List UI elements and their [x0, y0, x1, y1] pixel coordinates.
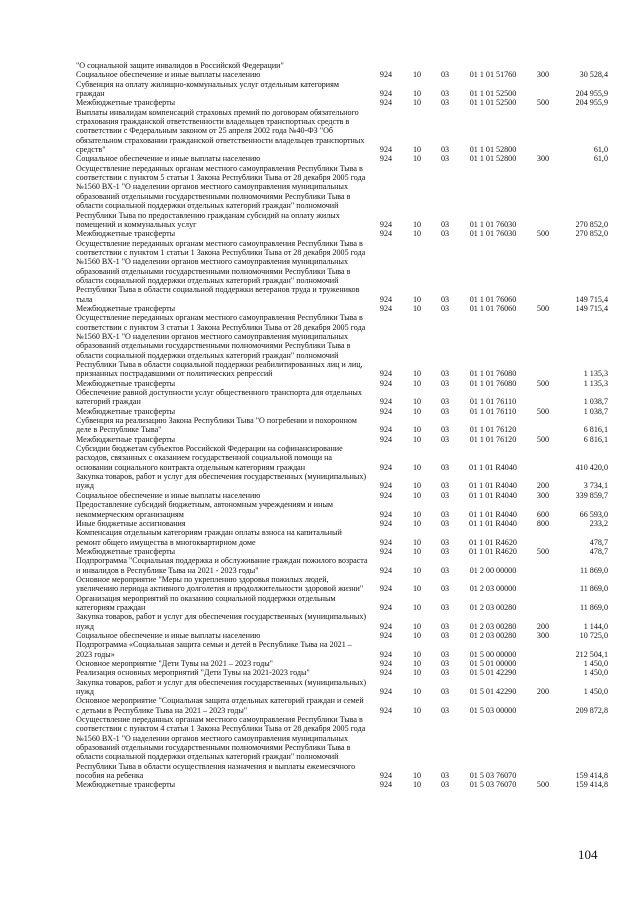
section-code: 10	[412, 771, 422, 781]
target-article-code: 01 1 01 76060	[469, 303, 517, 313]
expense-type-code: 800	[536, 518, 550, 528]
target-article-code: 01 1 01 76030	[469, 219, 517, 229]
expense-type-code	[526, 668, 560, 677]
amount: 209 872,8	[575, 705, 608, 715]
row-description: Закупка товаров, работ и услуг для обеспечения государственных (муниципальных) нужд	[76, 677, 367, 697]
row-description: Выплаты инвалидам компенсаций страховых премий по договорам обязательного страхования гражданской ответственности владельцев транспортных средств в соответствии с Федеральным законом от 25 апреля 2002 года №40-ФЗ "Об обязательном страховании гражданской ответственности владельцев транспортных средств"	[76, 107, 365, 155]
subsection-code: 03	[440, 490, 450, 500]
expense-type-code	[526, 388, 560, 407]
target-article-code: 01 5 03 00000	[469, 705, 517, 715]
expense-type-code: 300	[536, 70, 550, 80]
table-row	[76, 594, 608, 613]
table-row	[76, 444, 608, 472]
section-code: 10	[412, 294, 422, 304]
section-code: 10	[412, 145, 422, 155]
table-row	[76, 659, 608, 668]
section-code	[404, 61, 430, 70]
subsection-code: 03	[440, 518, 450, 528]
expense-type-code: 500	[536, 303, 550, 313]
ministry-code: 924	[379, 425, 393, 435]
section-code: 10	[412, 659, 422, 668]
subsection-code: 03	[440, 780, 450, 790]
ministry-code: 924	[379, 481, 393, 491]
ministry-code: 924	[379, 518, 393, 528]
ministry-code: 924	[379, 668, 393, 678]
ministry-code: 924	[379, 705, 393, 715]
table-row	[76, 519, 608, 528]
subsection-code: 03	[440, 546, 450, 556]
table-row	[76, 164, 608, 229]
amount: 1 450,0	[583, 687, 608, 697]
table-row	[76, 556, 608, 575]
row-description: Социальное обеспечение и иные выплаты населению	[76, 630, 261, 640]
section-code: 10	[412, 630, 422, 640]
ministry-code: 924	[379, 154, 393, 164]
ministry-code: 924	[379, 509, 393, 519]
section-code: 10	[412, 219, 422, 229]
row-description: Осуществление переданных органам местного самоуправления Республики Тыва в соответствии с пунктом 4 статьи 1 Закона Республики Тыва от 28 декабря 2005 года №1560 ВХ-1 "О наделении органов местного самоуправления муниципальных образований отдельными государственными полномочиями Республики Тыва в области социальной поддержки отдельных категорий граждан" полномочий Республики Тыва в области осуществления назначения и выплаты ежемесячного пособия на ребенка	[76, 715, 366, 781]
expense-type-code: 500	[536, 434, 550, 444]
target-article-code: 01 5 01 42290	[469, 668, 517, 678]
expense-type-code	[526, 164, 560, 229]
expense-type-code	[526, 715, 560, 780]
target-article-code: 01 1 01 76030	[469, 229, 517, 239]
expense-type-code	[526, 528, 560, 547]
amount: 3 734,1	[583, 481, 608, 491]
ministry-code: 924	[379, 462, 393, 472]
ministry-code: 924	[379, 649, 393, 659]
section-code: 10	[412, 406, 422, 416]
ministry-code: 924	[379, 621, 393, 631]
section-code: 10	[412, 397, 422, 407]
section-code: 10	[412, 687, 422, 697]
row-description: Социальное обеспечение и иные выплаты населению	[76, 154, 261, 164]
expense-type-code: 500	[536, 229, 550, 239]
amount: 212 504,1	[575, 649, 608, 659]
table-row	[76, 229, 608, 238]
amount: 270 852,0	[575, 229, 608, 239]
expense-type-code: 500	[536, 406, 550, 416]
amount: 1 038,7	[583, 397, 608, 407]
target-article-code: 01 2 03 00280	[469, 630, 517, 640]
target-article-code: 01 2 00 00000	[469, 565, 517, 575]
ministry-code: 924	[379, 397, 393, 407]
target-article-code: 01 1 01 R4620	[469, 537, 517, 547]
section-code: 10	[412, 537, 422, 547]
subsection-code: 03	[440, 378, 450, 388]
section-code: 10	[412, 518, 422, 528]
subsection-code: 03	[440, 687, 450, 697]
ministry-code: 924	[379, 780, 393, 790]
subsection-code: 03	[440, 89, 450, 99]
target-article-code: 01 1 01 52500	[469, 89, 517, 99]
amount: 204 955,9	[575, 89, 608, 99]
subsection-code: 03	[440, 369, 450, 379]
target-article-code: 01 1 01 R4040	[469, 518, 517, 528]
table-row	[76, 491, 608, 500]
amount: 1 450,0	[583, 659, 608, 668]
expense-type-code	[526, 556, 560, 575]
expense-type-code	[526, 594, 560, 613]
row-description: Межбюджетные трансферты	[76, 406, 176, 416]
ministry-code: 924	[379, 70, 393, 80]
row-description: "О социальной защите инвалидов в Российской Федерации"	[76, 61, 284, 70]
target-article-code: 01 1 01 76080	[469, 378, 517, 388]
section-code: 10	[412, 546, 422, 556]
table-row	[76, 575, 608, 594]
section-code: 10	[412, 705, 422, 715]
section-code: 10	[412, 481, 422, 491]
row-description: Основное мероприятие "Социальная защита отдельных категорий граждан и семей с детьми в Республике Тыва на 2021 – 2023 годы"	[76, 696, 364, 715]
ministry-code: 924	[379, 406, 393, 416]
target-article-code: 01 1 01 76120	[469, 434, 517, 444]
row-description: Межбюджетные трансферты	[76, 303, 176, 313]
expense-type-code	[526, 239, 560, 304]
amount: 478,7	[589, 546, 608, 556]
target-article-code: 01 1 01 76120	[469, 425, 517, 435]
table-row	[76, 416, 608, 435]
subsection-code: 03	[440, 771, 450, 781]
subsection-code: 03	[440, 145, 450, 155]
subsection-code: 03	[440, 406, 450, 416]
section-code: 10	[412, 303, 422, 313]
ministry-code: 924	[379, 630, 393, 640]
table-row	[76, 780, 608, 789]
target-article-code: 01 1 01 51760	[469, 70, 517, 80]
subsection-code: 03	[440, 462, 450, 472]
amount: 1 135,3	[583, 369, 608, 379]
table-row	[76, 154, 608, 163]
target-article-code	[460, 61, 526, 70]
table-row	[76, 631, 608, 640]
expense-type-code: 200	[536, 481, 550, 491]
table-row	[76, 313, 608, 378]
subsection-code: 03	[440, 630, 450, 640]
section-code: 10	[412, 509, 422, 519]
budget-table	[76, 61, 608, 790]
expense-type-code: 200	[536, 687, 550, 697]
ministry-code: 924	[379, 219, 393, 229]
subsection-code	[430, 61, 460, 70]
row-description: Межбюджетные трансферты	[76, 780, 176, 790]
table-row	[76, 80, 608, 99]
subsection-code: 03	[440, 659, 450, 668]
target-article-code: 01 1 01 R4040	[469, 462, 517, 472]
row-description: Субвенция на оплату жилищно-коммунальных услуг отдельным категориям граждан	[76, 79, 339, 99]
section-code: 10	[412, 369, 422, 379]
subsection-code: 03	[440, 219, 450, 229]
expense-type-code	[526, 575, 560, 594]
expense-type-code	[526, 108, 560, 155]
target-article-code: 01 1 01 R4620	[469, 546, 517, 556]
amount: 6 816,1	[583, 425, 608, 435]
target-article-code: 01 2 03 00000	[469, 584, 517, 594]
section-code: 10	[412, 98, 422, 108]
amount: 66 593,0	[579, 509, 608, 519]
ministry-code: 924	[379, 771, 393, 781]
expense-type-code	[526, 659, 560, 668]
section-code: 10	[412, 229, 422, 239]
section-code: 10	[412, 378, 422, 388]
section-code: 10	[412, 668, 422, 678]
subsection-code: 03	[440, 294, 450, 304]
ministry-code: 924	[379, 369, 393, 379]
amount: 10 725,0	[579, 630, 608, 640]
row-description: Обеспечение равной доступности услуг общественного транспорта для отдельных категорий граждан	[76, 388, 362, 407]
row-description: Осуществление переданных органам местного самоуправления Республики Тыва в соответствии с пунктом 3 статьи 1 Закона Республики Тыва от 28 декабря 2005 года №1560 ВХ-1 "О наделении органов местного самоуправления муниципальных образований отдельными государственными полномочиями Республики Тыва в области социальной поддержки отдельных категорий граждан" полномочий Республики Тыва в области социальной поддержки реабилитированных лиц и лиц, признанных пострадавшими от политических репрессий	[76, 313, 366, 379]
subsection-code: 03	[440, 565, 450, 575]
table-row	[76, 678, 608, 697]
row-description: Реализация основных мероприятий "Дети Тувы на 2021-2023 годы"	[76, 668, 310, 678]
subsection-code: 03	[440, 154, 450, 164]
section-code: 10	[412, 565, 422, 575]
amount: 61,0	[593, 145, 608, 155]
target-article-code: 01 2 03 00280	[469, 621, 517, 631]
expense-type-code	[526, 416, 560, 435]
row-description: Организация мероприятий по оказанию социальной поддержки отдельным категориям граждан	[76, 593, 336, 612]
row-description: Межбюджетные трансферты	[76, 98, 176, 108]
table-row	[76, 547, 608, 556]
ministry-code: 924	[379, 89, 393, 99]
ministry-code: 924	[379, 546, 393, 556]
target-article-code: 01 5 03 76070	[469, 771, 517, 781]
section-code: 10	[412, 425, 422, 435]
amount: 410 420,0	[575, 462, 608, 472]
expense-type-code	[526, 640, 560, 659]
target-article-code: 01 1 01 52500	[469, 98, 517, 108]
ministry-code: 924	[379, 687, 393, 697]
table-row	[76, 612, 608, 631]
amount: 233,2	[589, 518, 608, 528]
subsection-code: 03	[440, 434, 450, 444]
section-code: 10	[412, 70, 422, 80]
ministry-code: 924	[379, 565, 393, 575]
ministry-code: 924	[379, 602, 393, 612]
section-code: 10	[412, 490, 422, 500]
row-description: Закупка товаров, работ и услуг для обеспечения государственных (муниципальных) нужд	[76, 612, 367, 631]
table-row	[76, 388, 608, 407]
expense-type-code	[526, 313, 560, 378]
ministry-code: 924	[379, 537, 393, 547]
amount: 270 852,0	[575, 219, 608, 229]
amount: 204 955,9	[575, 98, 608, 108]
target-article-code: 01 1 01 R4040	[469, 509, 517, 519]
amount: 149 715,4	[575, 294, 608, 304]
subsection-code: 03	[440, 602, 450, 612]
expense-type-code: 500	[536, 98, 550, 108]
row-description: Предоставление субсидий бюджетным, автономным учреждениям и иным некоммерческим организациям	[76, 500, 334, 519]
expense-type-code: 300	[536, 630, 550, 640]
target-article-code: 01 1 01 76060	[469, 294, 517, 304]
amount: 11 869,0	[579, 565, 608, 575]
amount: 339 859,7	[575, 490, 608, 500]
section-code: 10	[412, 649, 422, 659]
row-description: Подпрограмма «Социальная защита семьи и детей в Республике Тыва на 2021 – 2023 годы»	[76, 640, 352, 659]
table-row	[76, 500, 608, 519]
ministry-code: 924	[379, 98, 393, 108]
target-article-code: 01 2 03 00280	[469, 602, 517, 612]
section-code: 10	[412, 621, 422, 631]
page-number: 104	[578, 847, 598, 862]
amount: 6 816,1	[583, 434, 608, 444]
expense-type-code: 500	[536, 378, 550, 388]
ministry-code: 924	[379, 434, 393, 444]
target-article-code: 01 1 01 52800	[469, 154, 517, 164]
amount: 11 869,0	[579, 584, 608, 594]
row-description: Субсидии бюджетам субъектов Российской Федерации на софинансирование расходов, связанных с оказанием государственной социальной помощи на основании социального контракта отдельным категориям граждан	[76, 444, 343, 472]
budget-table-body	[76, 61, 608, 790]
table-row	[76, 715, 608, 780]
table-row	[76, 528, 608, 547]
expense-type-code: 200	[536, 621, 550, 631]
subsection-code: 03	[440, 425, 450, 435]
amount: 149 715,4	[575, 303, 608, 313]
table-row	[76, 98, 608, 107]
ministry-code	[368, 61, 404, 70]
table-row	[76, 696, 608, 715]
ministry-code: 924	[379, 294, 393, 304]
expense-type-code: 500	[536, 780, 550, 790]
subsection-code: 03	[440, 621, 450, 631]
row-description: Осуществление переданных органам местного самоуправления Республики Тыва в соответствии с пунктом 5 статьи 1 Закона Республики Тыва от 28 декабря 2005 года №1560 ВХ-1 "О наделении органов местного самоуправления муниципальных образований отдельными государственными полномочиями Республики Тыва в области социальной поддержки отдельных категорий граждан" полномочий Республики Тыва по предоставлению гражданам субсидий на оплату жилых помещений и коммунальных услуг	[76, 163, 366, 229]
amount: 11 869,0	[579, 602, 608, 612]
table-row	[76, 379, 608, 388]
subsection-code: 03	[440, 70, 450, 80]
target-article-code: 01 1 01 R4040	[469, 490, 517, 500]
section-code: 10	[412, 89, 422, 99]
subsection-code: 03	[440, 705, 450, 715]
subsection-code: 03	[440, 649, 450, 659]
subsection-code: 03	[440, 397, 450, 407]
target-article-code: 01 1 01 52800	[469, 145, 517, 155]
target-article-code: 01 5 00 00000	[469, 649, 517, 659]
subsection-code: 03	[440, 537, 450, 547]
section-code: 10	[412, 154, 422, 164]
row-description: Межбюджетные трансферты	[76, 546, 176, 556]
section-code: 10	[412, 462, 422, 472]
target-article-code: 01 5 03 76070	[469, 780, 517, 790]
amount: 1 038,7	[583, 406, 608, 416]
target-article-code: 01 1 01 76110	[469, 397, 517, 407]
ministry-code: 924	[379, 378, 393, 388]
table-row	[76, 239, 608, 304]
amount: 1 144,0	[583, 621, 608, 631]
expense-type-code	[526, 80, 560, 99]
section-code: 10	[412, 584, 422, 594]
row-description: Межбюджетные трансферты	[76, 434, 176, 444]
row-description: Межбюджетные трансферты	[76, 378, 176, 388]
amount: 30 528,4	[579, 70, 608, 80]
expense-type-code	[526, 696, 560, 715]
row-description: Подпрограмма "Социальная поддержка и обслуживание граждан пожилого возраста и инвалидов в Республике Тыва на 2021 - 2023 годы"	[76, 556, 368, 575]
subsection-code: 03	[440, 481, 450, 491]
expense-type-code: 300	[536, 154, 550, 164]
expense-type-code: 300	[536, 490, 550, 500]
expense-type-code: 500	[536, 546, 550, 556]
amount: 1 450,0	[583, 668, 608, 678]
target-article-code: 01 5 01 00000	[469, 659, 517, 668]
ministry-code: 924	[379, 145, 393, 155]
amount	[560, 61, 608, 70]
ministry-code: 924	[379, 303, 393, 313]
ministry-code: 924	[379, 659, 393, 668]
row-description: Закупка товаров, работ и услуг для обеспечения государственных (муниципальных) нужд	[76, 472, 367, 491]
subsection-code: 03	[440, 584, 450, 594]
subsection-code: 03	[440, 229, 450, 239]
row-description: Основное мероприятие "Дети Тувы на 2021 – 2023 годы"	[76, 659, 273, 668]
table-row	[76, 108, 608, 155]
table-row	[76, 668, 608, 677]
row-description: Межбюджетные трансферты	[76, 229, 176, 239]
section-code: 10	[412, 434, 422, 444]
ministry-code: 924	[379, 229, 393, 239]
row-description: Субвенция на реализацию Закона Республики Тыва "О погребении и похоронном деле в Республике Тыва"	[76, 416, 357, 435]
expense-type-code	[526, 444, 560, 472]
table-row	[76, 435, 608, 444]
row-description: Осуществление переданных органам местного самоуправления Республики Тыва в соответствии с пунктом 1 статьи 1 Закона Республики Тыва от 28 декабря 2005 года №1560 ВХ-1 "О наделении органов местного самоуправления муниципальных образований отдельными государственными полномочиями Республики Тыва в области социальной поддержки отдельных категорий граждан" полномочий Республики Тыва в области социальной поддержки ветеранов труда и тружеников тыла	[76, 238, 366, 304]
target-article-code: 01 1 01 76080	[469, 369, 517, 379]
row-description: Основное мероприятие "Меры по укреплению здоровья пожилых людей, увеличению периода активного долголетия и продолжительности здоровой жизни"	[76, 574, 364, 594]
section-code: 10	[412, 602, 422, 612]
table-row	[76, 70, 608, 79]
table-row	[76, 472, 608, 491]
amount: 478,7	[589, 537, 608, 547]
target-article-code: 01 5 01 42290	[469, 687, 517, 697]
section-code: 10	[412, 780, 422, 790]
amount: 1 135,3	[583, 378, 608, 388]
table-row	[76, 61, 608, 70]
expense-type-code	[526, 61, 560, 70]
target-article-code: 01 1 01 76110	[469, 406, 517, 416]
subsection-code: 03	[440, 668, 450, 678]
amount: 159 414,8	[575, 780, 608, 790]
subsection-code: 03	[440, 303, 450, 313]
amount: 159 414,8	[575, 771, 608, 781]
row-description: Социальное обеспечение и иные выплаты населению	[76, 70, 261, 80]
subsection-code: 03	[440, 509, 450, 519]
amount: 61,0	[593, 154, 608, 164]
ministry-code: 924	[379, 490, 393, 500]
target-article-code: 01 1 01 R4040	[469, 481, 517, 491]
table-row	[76, 304, 608, 313]
expense-type-code: 600	[536, 509, 550, 519]
ministry-code: 924	[379, 584, 393, 594]
row-description: Иные бюджетные ассигнования	[76, 518, 186, 528]
row-description: Компенсация отдельным категориям граждан оплаты взноса на капитальный ремонт общего имущества в многоквартирном доме	[76, 528, 342, 547]
table-row	[76, 640, 608, 659]
table-row	[76, 407, 608, 416]
row-description: Социальное обеспечение и иные выплаты населению	[76, 490, 261, 500]
subsection-code: 03	[440, 98, 450, 108]
